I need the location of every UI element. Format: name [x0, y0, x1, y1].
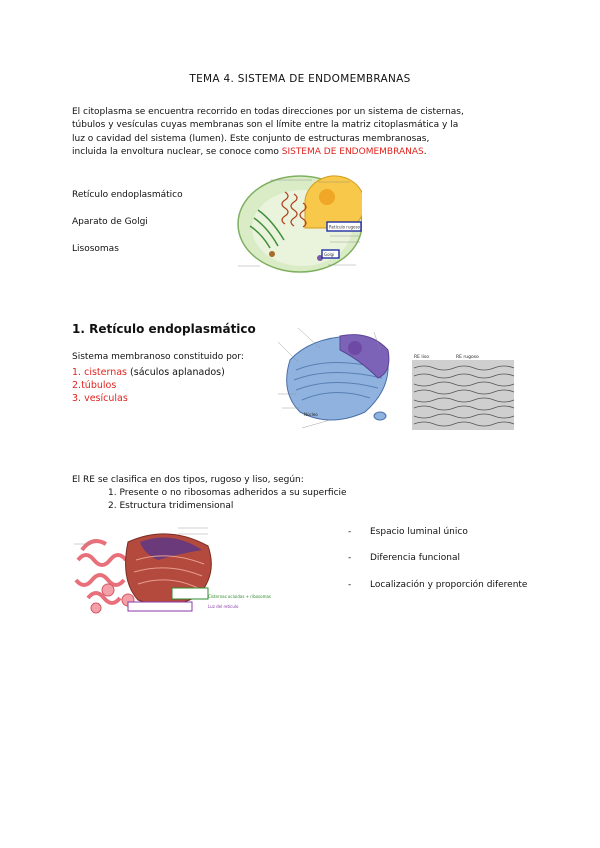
list-term: túbulos: [81, 380, 117, 391]
list-term: vesículas: [84, 393, 128, 404]
criterion-2: 2. Estructura tridimensional: [108, 501, 234, 511]
list-item: [72, 366, 225, 379]
bullet-dash: -: [348, 580, 352, 590]
feature-text: Diferencia funcional: [370, 553, 460, 563]
section-intro: Sistema membranoso constituido por:: [72, 352, 244, 362]
label-box-green: [172, 588, 208, 599]
classification-intro: El RE se clasifica en dos tipos, rugoso y liso, según:: [72, 475, 304, 485]
toc-item-golgi: Aparato de Golgi: [72, 217, 148, 227]
label-purple: Luz del retículo: [208, 604, 239, 609]
bullet-dash: -: [348, 527, 352, 537]
label-golgi: Golgi: [324, 252, 335, 257]
feature-text: Espacio luminal único: [370, 527, 468, 537]
intro-line: [72, 146, 542, 159]
label-ser: RE liso: [414, 355, 429, 360]
highlight-term: SISTEMA DE ENDOMEMBRANAS: [281, 147, 424, 158]
toc-item-re: Retículo endoplasmático: [72, 190, 183, 200]
feature-item: [348, 580, 527, 590]
feature-item: [348, 527, 468, 537]
feature-item: [348, 553, 460, 563]
re-components-list: [72, 366, 225, 405]
intro-period: .: [423, 147, 427, 158]
rer-ser-illustration: [68, 520, 298, 620]
intro-line: El citoplasma se encuentra recorrido en todas direcciones por un sistema de cisternas,: [72, 107, 464, 117]
criterion-1: 1. Presente o no ribosomas adheridos a su superficie: [108, 488, 347, 498]
cell-endomembrane-illustration: [230, 170, 362, 275]
intro-line: luz o cavidad del sistema (lumen). Este conjunto de estructuras membranosas,: [72, 133, 430, 144]
label-rer-micro: RE rugoso: [456, 355, 479, 360]
page-title: TEMA 4. SISTEMA DE ENDOMEMBRANAS: [189, 73, 411, 85]
section-heading-re: 1. Retículo endoplasmático: [72, 322, 256, 336]
label-box-purple: [128, 602, 192, 611]
label-green: Cisternas ocluidas + ribosomas: [208, 594, 272, 599]
intro-line: túbulos y vesículas cuyas membranas son el límite entre la matriz citoplasmática y la: [72, 120, 459, 131]
list-number: 3.: [72, 393, 85, 404]
list-item: [72, 379, 225, 392]
label-rer: Retículo rugoso: [329, 224, 361, 230]
list-item: [72, 392, 225, 405]
label-nucleus: Núcleo: [304, 412, 318, 417]
list-number: 2.: [72, 380, 82, 391]
toc-item-lysosomes: Lisosomas: [72, 244, 119, 254]
list-note: (sáculos aplanados): [127, 367, 225, 378]
list-number: 1.: [72, 367, 85, 378]
feature-text: Localización y proporción diferente: [370, 580, 528, 590]
intro-paragraph: [72, 106, 542, 160]
bullet-dash: -: [348, 553, 352, 563]
intro-text: incluida la envoltura nuclear, se conoce como: [72, 147, 282, 158]
list-term: cisternas: [84, 367, 128, 378]
er-3d-illustration: [270, 320, 400, 435]
er-micrograph: [410, 352, 516, 432]
